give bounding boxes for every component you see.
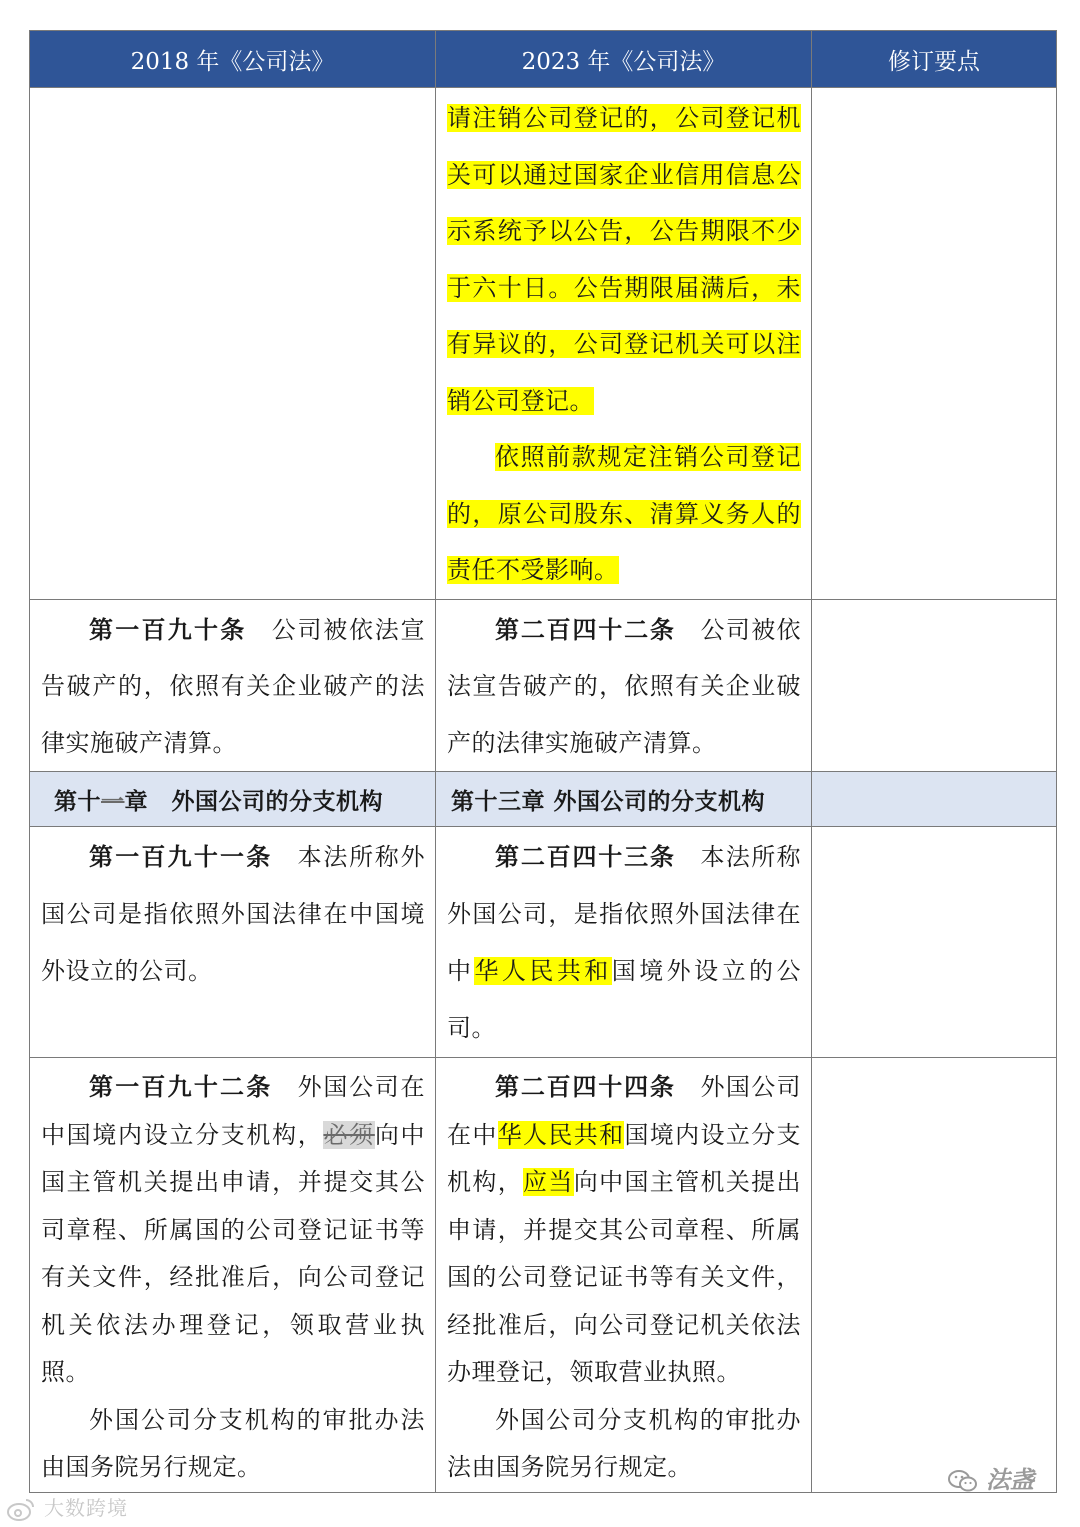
new-chapter-heading: 第十三章 外国公司的分支机构 bbox=[436, 772, 812, 827]
article-text: 外国公司在中国境内设立分支机构， bbox=[41, 1073, 426, 1149]
article-number: 第一百九十一条 bbox=[89, 843, 273, 871]
old-article-191 bbox=[30, 827, 436, 1058]
article-text: 国境外设立的公司。 bbox=[447, 957, 802, 1042]
article-text: 外国公司在中 bbox=[447, 1073, 802, 1149]
table-row bbox=[30, 1058, 1057, 1493]
article-text: 国境内设立分支机构， bbox=[447, 1120, 802, 1196]
header-2018-label: 2018 年《公司法》 bbox=[130, 48, 335, 75]
chapter-prefix: 第十 bbox=[54, 788, 101, 815]
new-article-242 bbox=[436, 599, 812, 772]
watermark-left bbox=[6, 1492, 128, 1523]
notes-cell bbox=[812, 88, 1057, 600]
table-row bbox=[30, 88, 1057, 600]
header-2023-label: 2023 年《公司法》 bbox=[521, 48, 726, 75]
old-article-192 bbox=[30, 1058, 436, 1493]
article-text: 公司被依法宣告破产的，依照有关企业破产的法律实施破产清算。 bbox=[447, 615, 802, 757]
chapter-row bbox=[30, 772, 1057, 827]
article-paragraph: 外国公司分支机构的审批办法由国务院另行规定。 bbox=[447, 1405, 801, 1481]
table-row bbox=[30, 827, 1057, 1058]
header-notes-label: 修订要点 bbox=[888, 48, 980, 75]
article-text: 公司被依法宣告破产的，依照有关企业破产的法律实施破产清算。 bbox=[41, 615, 425, 757]
highlighted-new-text: 应当 bbox=[523, 1168, 574, 1196]
table-header-row bbox=[30, 31, 1057, 88]
article-paragraph: 外国公司分支机构的审批办法由国务院另行规定。 bbox=[41, 1405, 425, 1481]
new-article-244 bbox=[436, 1058, 812, 1493]
notes-cell bbox=[812, 1058, 1057, 1493]
new-cell-continuation bbox=[436, 88, 812, 600]
highlighted-new-text: 请注销公司登记的，公司登记机关可以通过国家企业信用信息公示系统予以公告，公告期限不少于六十日。公告期限届满后，未有异议的，公司登记机关可以注销公司登记。 bbox=[447, 104, 801, 415]
article-number: 第二百四十四条 bbox=[495, 1073, 676, 1101]
watermark-left-text: 大数跨境 bbox=[44, 1496, 128, 1520]
article-number: 第二百四十二条 bbox=[495, 615, 676, 644]
chapter-suffix: 章 外国公司的分支机构 bbox=[124, 788, 383, 815]
header-notes bbox=[812, 31, 1057, 88]
notes-cell bbox=[812, 772, 1057, 827]
highlighted-new-paragraph: 依照前款规定注销公司登记的，原公司股东、清算义务人的责任不受影响。 bbox=[447, 443, 801, 584]
article-text: 向中国主管机关提出申请，并提交其公司章程、所属国的公司登记证书等有关文件，经批准后，向公司登记机关依法办理登记，领取营业执照。 bbox=[447, 1168, 802, 1386]
deleted-text: 必须 bbox=[323, 1120, 375, 1149]
new-article-243 bbox=[436, 827, 812, 1058]
watermark-right-text: 法盏 bbox=[986, 1466, 1034, 1494]
header-2023 bbox=[436, 31, 812, 88]
article-text: 本法所称外国公司，是指依照外国法律在中 bbox=[447, 843, 802, 985]
watermark-right bbox=[948, 1460, 1034, 1495]
deleted-text: 一 bbox=[101, 788, 125, 815]
wechat-logo-icon bbox=[948, 1468, 978, 1494]
weibo-logo-icon bbox=[6, 1497, 36, 1523]
header-2018 bbox=[30, 31, 436, 88]
article-number: 第一百九十条 bbox=[89, 615, 247, 644]
comparison-table bbox=[29, 30, 1057, 1493]
old-chapter-heading bbox=[30, 772, 436, 827]
notes-cell bbox=[812, 827, 1057, 1058]
old-cell-empty bbox=[30, 88, 436, 600]
article-number: 第一百九十二条 bbox=[89, 1073, 273, 1101]
notes-cell bbox=[812, 599, 1057, 772]
article-number: 第二百四十三条 bbox=[495, 843, 676, 871]
article-text: 本法所称外国公司是指依照外国法律在中国境外设立的公司。 bbox=[41, 843, 426, 985]
article-text: 向中国主管机关提出申请，并提交其公司章程、所属国的公司登记证书等有关文件，经批准后，向公司登记机关依法办理登记，领取营业执照。 bbox=[41, 1120, 426, 1386]
highlighted-new-text: 华人民共和 bbox=[474, 957, 612, 985]
old-article-190 bbox=[30, 599, 436, 772]
highlighted-new-text: 华人民共和 bbox=[497, 1120, 625, 1149]
table-row bbox=[30, 599, 1057, 772]
